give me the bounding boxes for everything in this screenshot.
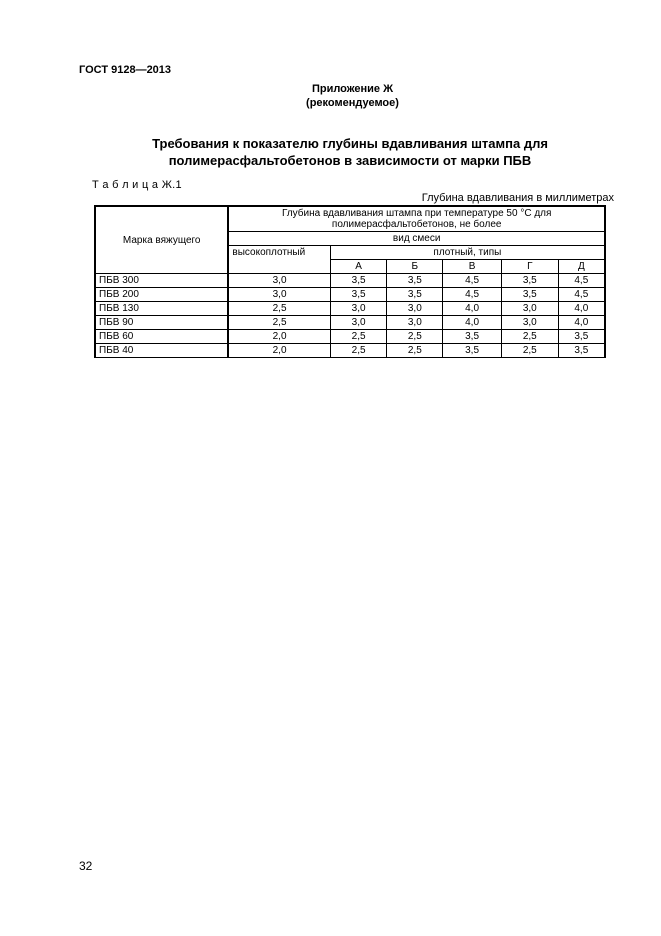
row-value: 4,5 xyxy=(558,288,605,302)
header-type-d: Д xyxy=(558,260,605,274)
row-value: 4,5 xyxy=(443,274,502,288)
row-value: 3,0 xyxy=(501,302,558,316)
table-label: Т а б л и ц а Ж.1 xyxy=(92,179,182,191)
table-row xyxy=(95,316,605,330)
row-value: 3,5 xyxy=(330,288,387,302)
table-row xyxy=(95,344,605,358)
header-mix-type-cell: вид смеси xyxy=(228,232,605,246)
header-type-v: В xyxy=(443,260,502,274)
header-type-a: А xyxy=(330,260,387,274)
row-value: 3,0 xyxy=(330,316,387,330)
row-brand: ПБВ 300 xyxy=(95,274,228,288)
table-units: Глубина вдавливания в миллиметрах xyxy=(421,192,614,204)
table-row xyxy=(95,288,605,302)
table-row xyxy=(95,302,605,316)
row-value: 3,0 xyxy=(228,274,330,288)
table-row xyxy=(95,330,605,344)
section-title-line-2: полимерасфальтобетонов в зависимости от марки ПБВ xyxy=(168,153,532,168)
document-standard-number: ГОСТ 9128—2013 xyxy=(79,64,172,76)
row-value: 3,0 xyxy=(330,302,387,316)
row-value: 2,0 xyxy=(228,330,330,344)
row-value: 3,5 xyxy=(443,330,502,344)
row-brand: ПБВ 60 xyxy=(95,330,228,344)
row-value: 3,5 xyxy=(501,288,558,302)
row-value: 2,5 xyxy=(501,330,558,344)
table-row xyxy=(95,274,605,288)
row-value: 2,5 xyxy=(387,344,443,358)
header-dense-high-cell: высокоплотный xyxy=(228,246,330,274)
appendix-note: (рекомендуемое) xyxy=(306,97,399,109)
row-value: 4,5 xyxy=(558,274,605,288)
header-dense-types-cell: плотный, типы xyxy=(330,246,605,260)
row-value: 4,5 xyxy=(443,288,502,302)
row-value: 2,5 xyxy=(501,344,558,358)
row-brand: ПБВ 200 xyxy=(95,288,228,302)
row-value: 3,5 xyxy=(558,344,605,358)
row-value: 3,5 xyxy=(330,274,387,288)
row-value: 4,0 xyxy=(443,316,502,330)
header-type-b: Б xyxy=(387,260,443,274)
row-value: 3,0 xyxy=(228,288,330,302)
page-number: 32 xyxy=(79,859,93,873)
row-value: 3,5 xyxy=(387,274,443,288)
row-value: 4,0 xyxy=(558,302,605,316)
indentation-depth-table xyxy=(94,205,606,358)
section-title-line-1: Требования к показателю глубины вдавливания штампа для xyxy=(152,136,548,151)
row-brand: ПБВ 130 xyxy=(95,302,228,316)
row-value: 3,5 xyxy=(387,288,443,302)
row-value: 3,0 xyxy=(387,316,443,330)
row-brand: ПБВ 90 xyxy=(95,316,228,330)
row-value: 2,5 xyxy=(330,330,387,344)
row-value: 3,0 xyxy=(501,316,558,330)
row-value: 2,0 xyxy=(228,344,330,358)
row-value: 4,0 xyxy=(443,302,502,316)
row-value: 3,5 xyxy=(501,274,558,288)
appendix-title: Приложение Ж xyxy=(311,83,394,95)
row-value: 3,5 xyxy=(558,330,605,344)
row-value: 3,0 xyxy=(387,302,443,316)
header-type-g: Г xyxy=(501,260,558,274)
row-value: 3,5 xyxy=(443,344,502,358)
row-brand: ПБВ 40 xyxy=(95,344,228,358)
header-brand-cell: Марка вяжущего xyxy=(95,206,228,274)
header-main-cell: Глубина вдавливания штампа при температуре 50 °С для полимерасфальтобетонов, не более xyxy=(228,206,605,232)
row-value: 2,5 xyxy=(387,330,443,344)
row-value: 2,5 xyxy=(228,316,330,330)
row-value: 4,0 xyxy=(558,316,605,330)
row-value: 2,5 xyxy=(330,344,387,358)
row-value: 2,5 xyxy=(228,302,330,316)
